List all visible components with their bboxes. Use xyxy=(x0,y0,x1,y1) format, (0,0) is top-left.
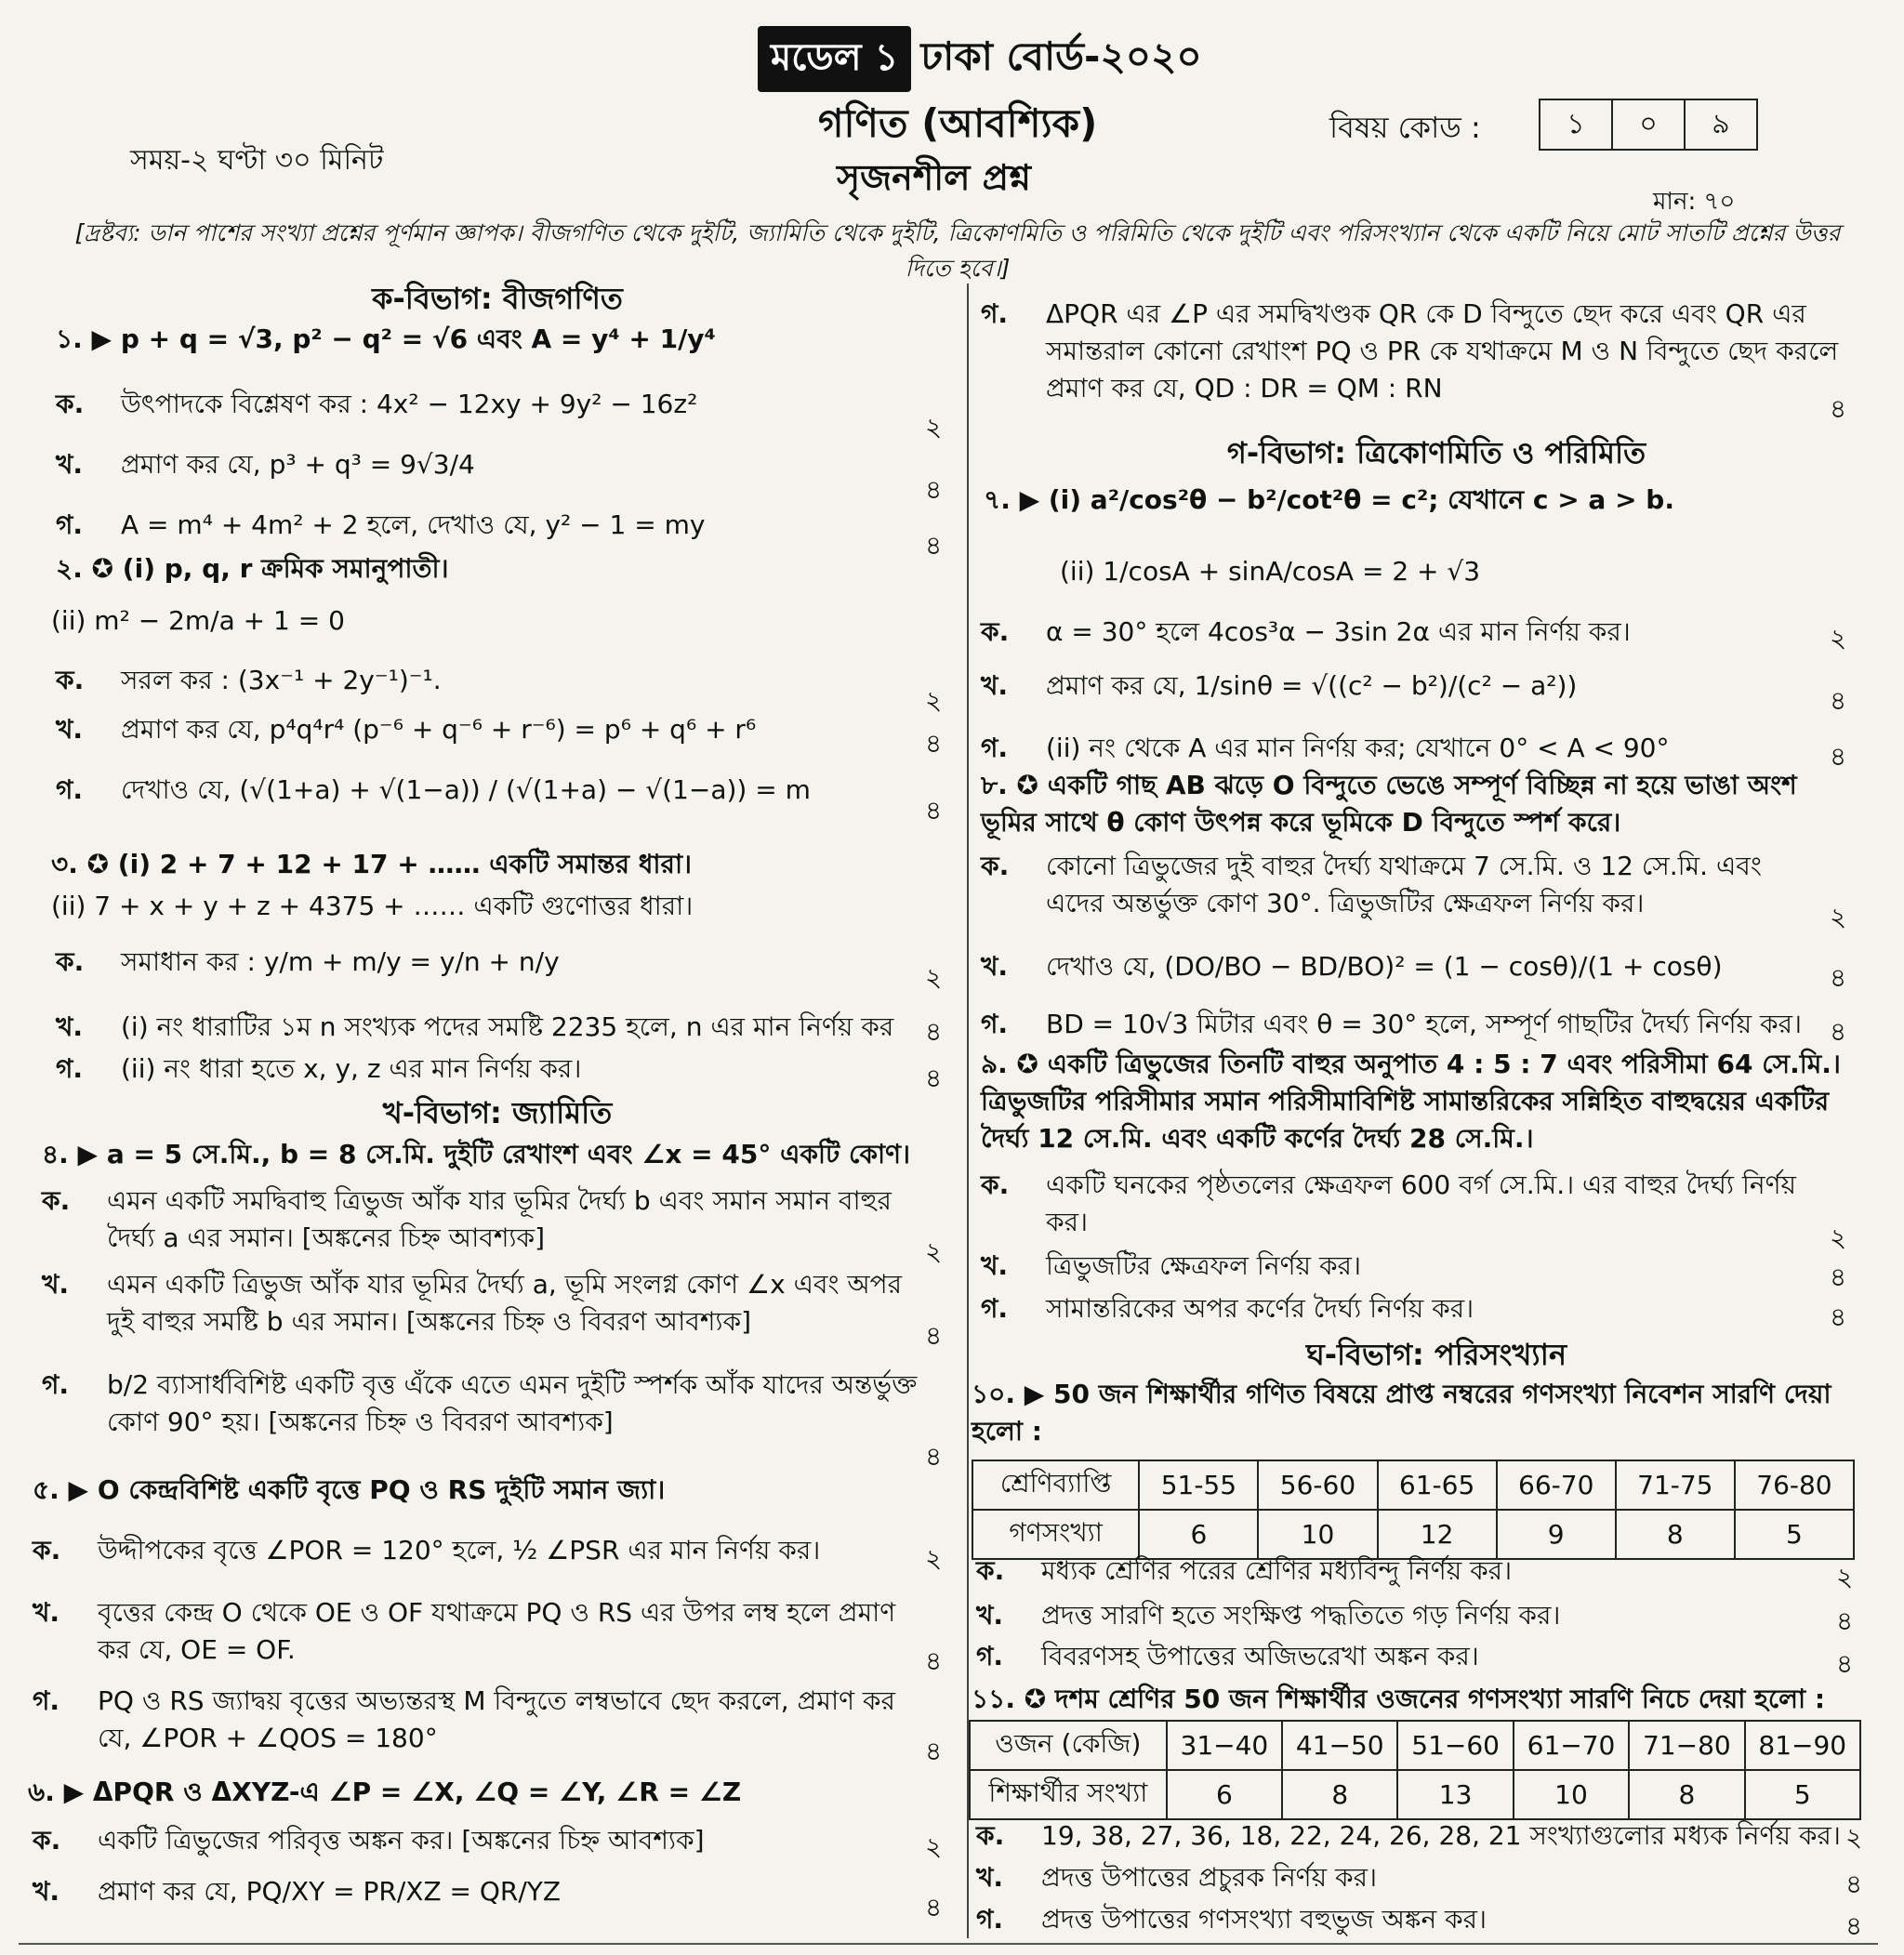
table-cell: 41−50 xyxy=(1282,1721,1397,1770)
marks: ৪ xyxy=(925,1320,943,1351)
board-title: ঢাকা বোর্ড-২০২০ xyxy=(920,33,1202,79)
marks: ৪ xyxy=(1830,1016,1847,1047)
marks: ৪ xyxy=(1830,393,1847,424)
subject-code-label: বিষয় কোড : xyxy=(1329,110,1481,145)
question-2-ga: গ. দেখাও যে, (√(1+a) + √(1−a)) / (√(1+a) − √(1−a)) = m xyxy=(56,774,811,805)
table-cell: 31−40 xyxy=(1167,1721,1282,1770)
table-cell: 76-80 xyxy=(1735,1460,1854,1510)
marks: ২ xyxy=(1830,1222,1847,1253)
table-header-cell: গণসংখ্যা xyxy=(972,1510,1139,1559)
table-cell: 61-65 xyxy=(1378,1460,1497,1510)
question-8: ৮. ✪ একটি গাছ AB ঝড়ে O বিন্দুতে ভেঙে সম্পূর্ণ বিচ্ছিন্ন না হয়ে ভাঙা অংশ ভূমির সাথে θ কোণ উৎপন্ন করে ভূমিকে D বিন্দুতে স্পর্শ করে। xyxy=(981,770,1797,838)
marks: ৪ xyxy=(925,530,943,561)
table-cell: 5 xyxy=(1735,1510,1854,1559)
bottom-rule xyxy=(19,1943,1878,1945)
question-4-ga: গ. b/2 ব্যাসার্ধবিশিষ্ট একটি বৃত্ত এঁকে এতে এমন দুইটি স্পর্শক আঁক যাদের অন্তর্ভুক্ত কোণ 90° হয়। [অঙ্কনের চিহ্ন ও বিবরণ আবশ্যক] xyxy=(42,1369,918,1437)
code-digit: ০ xyxy=(1613,100,1686,149)
marks: ২ xyxy=(925,962,943,993)
table-cell: 10 xyxy=(1258,1510,1377,1559)
question-6-ga: গ. ΔPQR এর ∠P এর সমদ্বিখণ্ডক QR কে D বিন্দুতে ছেদ করে এবং QR এর সমান্তরাল কোনো রেখাংশ PQ ও PR কে যথাক্রমে M ও N বিন্দুতে ছেদ করলে প্রমাণ কর যে, QD : DR = QM : RN xyxy=(981,298,1839,403)
question-7-kha: খ. প্রমাণ কর যে, 1/sinθ = √((c² − b²)/(c² − a²)) xyxy=(981,670,1578,701)
question-10-ka: ক. মধ্যক শ্রেণির পরের শ্রেণির মধ্যবিন্দু নির্ণয় কর। xyxy=(976,1555,1513,1586)
marks: ৪ xyxy=(925,728,943,759)
question-3-ga: গ. (ii) নং ধারা হতে x, y, z এর মান নির্ণয় কর। xyxy=(56,1053,582,1084)
question-3-ka: ক. সমাধান কর : y/m + m/y = y/n + n/y xyxy=(56,946,560,977)
marks: ৪ xyxy=(925,1892,943,1922)
marks: ৪ xyxy=(925,1736,943,1766)
column-divider xyxy=(967,284,969,1938)
question-2-ka: ক. সরল কর : (3x⁻¹ + 2y⁻¹)⁻¹. xyxy=(56,665,442,695)
question-1: ১. ▶ p + q = √3, p² − q² = √6 এবং A = y⁴ + 1/y⁴ xyxy=(56,324,716,354)
header-top xyxy=(758,26,1202,92)
section-geometry-title: খ-বিভাগ: জ্যামিতি xyxy=(382,1095,613,1130)
table-header-cell: ওজন (কেজি) xyxy=(970,1721,1167,1770)
question-11: ১১. ✪ দশম শ্রেণির 50 জন শিক্ষার্থীর ওজনের গণসংখ্যা সারণি নিচে দেয়া হলো : xyxy=(972,1684,1826,1714)
table-cell: 13 xyxy=(1397,1770,1513,1819)
question-7-ii: (ii) 1/cosA + sinA/cosA = 2 + √3 xyxy=(1060,556,1481,587)
marks: ৪ xyxy=(1836,1605,1854,1636)
marks: ২ xyxy=(1830,623,1847,654)
marks: ৪ xyxy=(1836,1648,1854,1679)
question-9-ga: গ. সামান্তরিকের অপর কর্ণের দৈর্ঘ্য নির্ণয় কর। xyxy=(981,1293,1474,1324)
question-10: ১০. ▶ 50 জন শিক্ষার্থীর গণিত বিষয়ে প্রাপ্ত নম্বরের গণসংখ্যা নিবেশন সারণি দেয়া হলো : xyxy=(972,1379,1831,1446)
table-cell: 8 xyxy=(1616,1510,1735,1559)
instructions: [দ্রষ্টব্য: ডান পাশের সংখ্যা প্রশ্নের পূর্ণমান জ্ঞাপক। বীজগণিত থেকে দুইটি, জ্যামিতি থেকে দুইটি, ত্রিকোণমিতি ও পরিমিতি থেকে দুইটি এবং পরিসংখ্যান থেকে একটি নিয়ে মোট সাতটি প্রশ্নের উত্তর দিতে হবে।] xyxy=(74,219,1841,282)
table-cell: 81−90 xyxy=(1745,1721,1860,1770)
table-cell: 12 xyxy=(1378,1510,1497,1559)
question-7-ka: ক. α = 30° হলে 4cos³α − 3sin 2α এর মান নির্ণয় কর। xyxy=(981,616,1631,647)
question-1-ga: গ. A = m⁴ + 4m² + 2 হলে, দেখাও যে, y² − 1 = my xyxy=(56,509,706,540)
question-4-kha: খ. এমন একটি ত্রিভুজ আঁক যার ভূমির দৈর্ঘ্য a, ভূমি সংলগ্ন কোণ ∠x এবং অপর দুই বাহুর সমষ্টি b এর সমান। [অঙ্কনের চিহ্ন ও বিবরণ আবশ্যক] xyxy=(42,1269,903,1337)
marks: ২ xyxy=(925,685,943,716)
question-8-ga: গ. BD = 10√3 মিটার এবং θ = 30° হলে, সম্পূর্ণ গাছটির দৈর্ঘ্য নির্ণয় কর। xyxy=(981,1009,1803,1039)
table-cell: 5 xyxy=(1745,1770,1860,1819)
table-row xyxy=(970,1770,1860,1819)
question-10-ga: গ. বিবরণসহ উপাত্তের অজিভরেখা অঙ্কন কর। xyxy=(976,1641,1479,1671)
marks: ৪ xyxy=(925,1441,943,1472)
table-cell: 51−60 xyxy=(1397,1721,1513,1770)
question-9-kha: খ. ত্রিভুজটির ক্ষেত্রফল নির্ণয় কর। xyxy=(981,1250,1361,1281)
question-3-kha: খ. (i) নং ধারাটির ১ম n সংখ্যক পদের সমষ্টি 2235 হলে, n এর মান নির্ণয় কর xyxy=(56,1011,894,1042)
question-2: ২. ✪ (i) p, q, r ক্রমিক সমানুপাতী। xyxy=(56,553,449,584)
marks: ৪ xyxy=(1830,685,1847,716)
question-5: ৫. ▶ O কেন্দ্রবিশিষ্ট একটি বৃত্তে PQ ও RS দুইটি সমান জ্যা। xyxy=(33,1474,666,1505)
question-2-kha: খ. প্রমাণ কর যে, p⁴q⁴r⁴ (p⁻⁶ + q⁻⁶ + r⁻⁶) = p⁶ + q⁶ + r⁶ xyxy=(56,714,757,745)
marks: ২ xyxy=(1830,902,1847,932)
marks: ৪ xyxy=(925,1645,943,1676)
marks: ৪ xyxy=(925,1063,943,1093)
question-6: ৬. ▶ ΔPQR ও ΔXYZ-এ ∠P = ∠X, ∠Q = ∠Y, ∠R = ∠Z xyxy=(28,1777,742,1807)
table-cell: 71−80 xyxy=(1629,1721,1744,1770)
question-5-kha: খ. বৃত্তের কেন্দ্র O থেকে OE ও OF যথাক্রমে PQ ও RS এর উপর লম্ব হলে প্রমাণ কর যে, OE = OF. xyxy=(33,1597,896,1665)
exam-time: সময়-২ ঘণ্টা ৩০ মিনিট xyxy=(130,144,384,177)
table-cell: 6 xyxy=(1167,1770,1282,1819)
question-1-kha: খ. প্রমাণ কর যে, p³ + q³ = 9√3/4 xyxy=(56,449,475,480)
marks: ২ xyxy=(925,1543,943,1574)
question-10-kha: খ. প্রদত্ত সারণি হতে সংক্ষিপ্ত পদ্ধতিতে গড় নির্ণয় কর। xyxy=(976,1600,1561,1631)
question-7: ৭. ▶ (i) a²/cos²θ − b²/cot²θ = c²; যেখানে c > a > b. xyxy=(984,484,1674,515)
question-9-ka: ক. একটি ঘনকের পৃষ্ঠতলের ক্ষেত্রফল 600 বর্গ সে.মি.। এর বাহুর দৈর্ঘ্য নির্ণয় কর। xyxy=(981,1169,1797,1237)
table-cell: 71-75 xyxy=(1616,1460,1735,1510)
marks: ২ xyxy=(925,1831,943,1862)
creative-title: সৃজনশীল প্রশ্ন xyxy=(837,157,1031,198)
question-7-ga: গ. (ii) নং থেকে A এর মান নির্ণয় কর; যেখানে 0° < A < 90° xyxy=(981,733,1670,763)
question-5-ka: ক. উদ্দীপকের বৃত্তে ∠POR = 120° হলে, ½ ∠PSR এর মান নির্ণয় কর। xyxy=(33,1535,821,1565)
question-11-ka: ক. 19, 38, 27, 36, 18, 22, 24, 26, 28, 21 সংখ্যাগুলোর মধ্যক নির্ণয় কর। xyxy=(976,1820,1841,1851)
subject-code-box xyxy=(1539,99,1758,151)
question-6-kha: খ. প্রমাণ কর যে, PQ/XY = PR/XZ = QR/YZ xyxy=(33,1876,562,1907)
subject-title: গণিত (আবশ্যিক) xyxy=(818,100,1098,146)
question-6-ka: ক. একটি ত্রিভুজের পরিবৃত্ত অঙ্কন কর। [অঙ্কনের চিহ্ন আবশ্যক] xyxy=(33,1825,705,1856)
marks: ২ xyxy=(1836,1562,1854,1592)
section-algebra-title: ক-বিভাগ: বীজগণিত xyxy=(372,281,623,316)
marks: ৪ xyxy=(1845,1869,1863,1899)
question-11-kha: খ. প্রদত্ত উপাত্তের প্রচুরক নির্ণয় কর। xyxy=(976,1862,1378,1893)
question-4: ৪. ▶ a = 5 সে.মি., b = 8 সে.মি. দুইটি রেখাংশ এবং ∠x = 45° একটি কোণ। xyxy=(42,1139,911,1169)
table-header-cell: শ্রেণিব্যাপ্তি xyxy=(972,1460,1139,1510)
marks: ২ xyxy=(925,1236,943,1267)
question-11-ga: গ. প্রদত্ত উপাত্তের গণসংখ্যা বহুভুজ অঙ্কন কর। xyxy=(976,1904,1488,1935)
question-8-ka: ক. কোনো ত্রিভুজের দুই বাহুর দৈর্ঘ্য যথাক্রমে 7 সে.মি. ও 12 সে.মি. এবং এদের অন্তর্ভুক্ত কোণ 30°. ত্রিভুজটির ক্ষেত্রফল নির্ণয় কর। xyxy=(981,851,1762,918)
table-cell: 8 xyxy=(1282,1770,1397,1819)
marks: ৪ xyxy=(1845,1910,1863,1941)
section-trig-title: গ-বিভাগ: ত্রিকোণমিতি ও পরিমিতি xyxy=(1226,435,1646,470)
code-digit: ৯ xyxy=(1712,107,1730,140)
table-cell: 66-70 xyxy=(1497,1460,1616,1510)
table-cell: 9 xyxy=(1497,1510,1616,1559)
marks: ২ xyxy=(1845,1822,1863,1853)
table-row xyxy=(970,1721,1860,1770)
table-cell: 61−70 xyxy=(1514,1721,1629,1770)
total-marks: মান: ৭০ xyxy=(1653,188,1736,216)
question-5-ga: গ. PQ ও RS জ্যাদ্বয় বৃত্তের অভ্যন্তরস্থ M বিন্দুতে লম্বভাবে ছেদ করলে, প্রমাণ কর যে, ∠POR + ∠QOS = 180° xyxy=(33,1685,895,1753)
frequency-table-marks xyxy=(972,1460,1855,1560)
frequency-table-weight xyxy=(969,1720,1861,1820)
table-row xyxy=(972,1460,1854,1510)
marks: ৪ xyxy=(1830,962,1847,993)
marks: ৪ xyxy=(925,1016,943,1047)
marks: ৪ xyxy=(1830,1262,1847,1292)
section-stats-title: ঘ-বিভাগ: পরিসংখ্যান xyxy=(1305,1337,1567,1372)
question-4-ka: ক. এমন একটি সমদ্বিবাহু ত্রিভুজ আঁক যার ভূমির দৈর্ঘ্য b এবং সমান সমান বাহুর দৈর্ঘ্য a এর সমান। [অঙ্কনের চিহ্ন আবশ্যক] xyxy=(42,1185,892,1253)
table-cell: 56-60 xyxy=(1258,1460,1377,1510)
question-8-kha: খ. দেখাও যে, (DO/BO − BD/BO)² = (1 − cosθ)/(1 + cosθ) xyxy=(981,951,1723,982)
table-header-cell: শিক্ষার্থীর সংখ্যা xyxy=(970,1770,1167,1819)
marks: ৪ xyxy=(1830,741,1847,772)
marks: ৪ xyxy=(925,474,943,505)
table-cell: 51-55 xyxy=(1139,1460,1258,1510)
question-1-ka: ক. উৎপাদকে বিশ্লেষণ কর : 4x² − 12xy + 9y² − 16z² xyxy=(56,389,698,419)
table-cell: 8 xyxy=(1629,1770,1744,1819)
code-digit: ১ xyxy=(1540,100,1613,149)
marks: ২ xyxy=(925,412,943,443)
marks: ৪ xyxy=(1830,1301,1847,1332)
question-2-ii: (ii) m² − 2m/a + 1 = 0 xyxy=(51,605,345,636)
table-cell: 10 xyxy=(1514,1770,1629,1819)
table-cell: 6 xyxy=(1139,1510,1258,1559)
question-9: ৯. ✪ একটি ত্রিভুজের তিনটি বাহুর অনুপাত 4 : 5 : 7 এবং পরিসীমা 64 সে.মি.। ত্রিভুজটির পরিসীমার সমান পরিসীমাবিশিষ্ট সামান্তরিকের সন্নিহিত বাহুদ্বয়ের একটির দৈর্ঘ্য 12 সে.মি. এবং একটি কর্ণের দৈর্ঘ্য 28 সে.মি.। xyxy=(981,1049,1841,1154)
model-badge: মডেল ১ xyxy=(758,26,911,92)
question-3: ৩. ✪ (i) 2 + 7 + 12 + 17 + …… একটি সমান্তর ধারা। xyxy=(51,849,693,879)
question-3-ii: (ii) 7 + x + y + z + 4375 + …… একটি গুণোত্তর ধারা। xyxy=(51,891,694,921)
marks: ৪ xyxy=(925,795,943,826)
